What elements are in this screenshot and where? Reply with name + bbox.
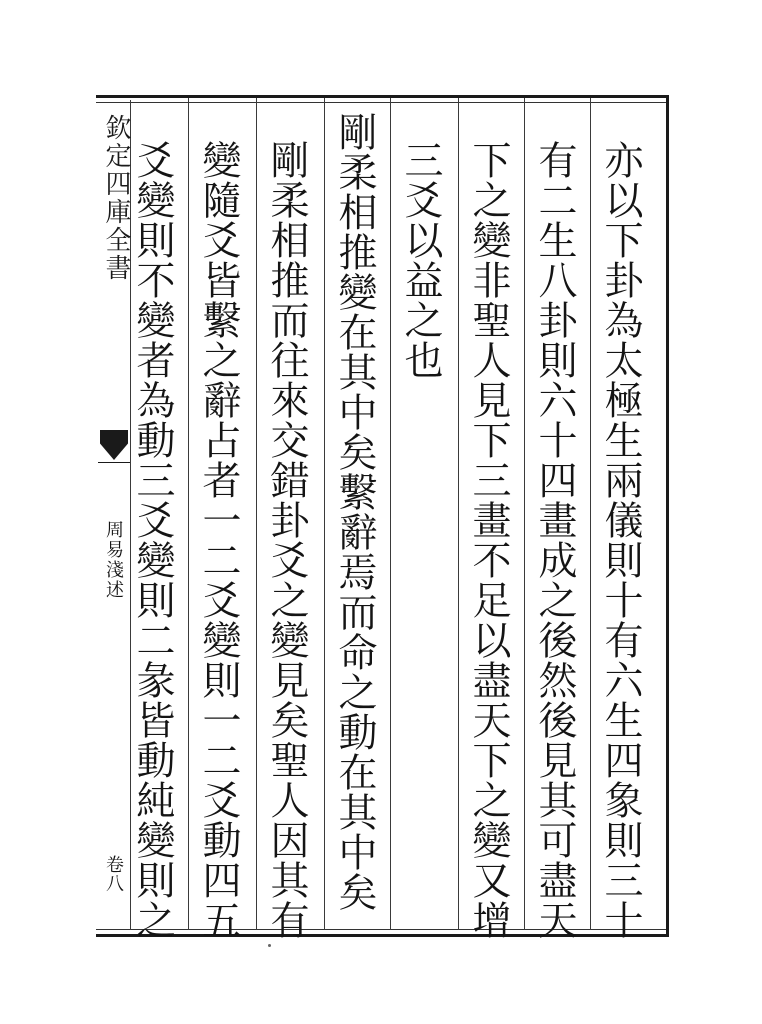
collection-title: 欽定四庫全書 <box>101 114 131 282</box>
page-number: 卷八 <box>103 855 124 893</box>
fish-tail-mark-icon <box>100 430 128 460</box>
column-rule <box>590 98 591 930</box>
text-column-4: 三爻以益之也 <box>398 140 443 380</box>
text-column-7: 變隨爻皆繫之辭占者一二爻變則一二爻動四五 <box>196 140 241 940</box>
column-rule <box>256 98 257 930</box>
column-rule <box>188 98 189 930</box>
page-frame <box>96 95 669 937</box>
column-rule <box>458 98 459 930</box>
text-column-8: 爻變則不變者為動三爻變則二彖皆動純變則之 <box>130 140 175 940</box>
text-column-6: 剛柔相推而往來交錯卦爻之變見矣聖人因其有 <box>264 140 309 940</box>
margin-column <box>98 100 131 930</box>
text-column-2: 有二生八卦則六十四畫成之後然後見其可盡天 <box>532 140 577 940</box>
book-title: 周易淺述 <box>103 520 124 600</box>
column-rule <box>324 98 325 930</box>
fish-tail-divider <box>98 462 130 463</box>
ink-speck <box>268 944 271 947</box>
column-rule <box>390 98 391 930</box>
text-column-3: 下之變非聖人見下三畫不足以盡天下之變又增 <box>466 140 511 940</box>
text-column-5: 剛柔相推變在其中矣繫辭焉而命之動在其中矣 <box>332 112 377 912</box>
column-rule <box>524 98 525 930</box>
text-column-1: 亦以下卦為太極生兩儀則十有六生四象則三十 <box>598 140 643 940</box>
